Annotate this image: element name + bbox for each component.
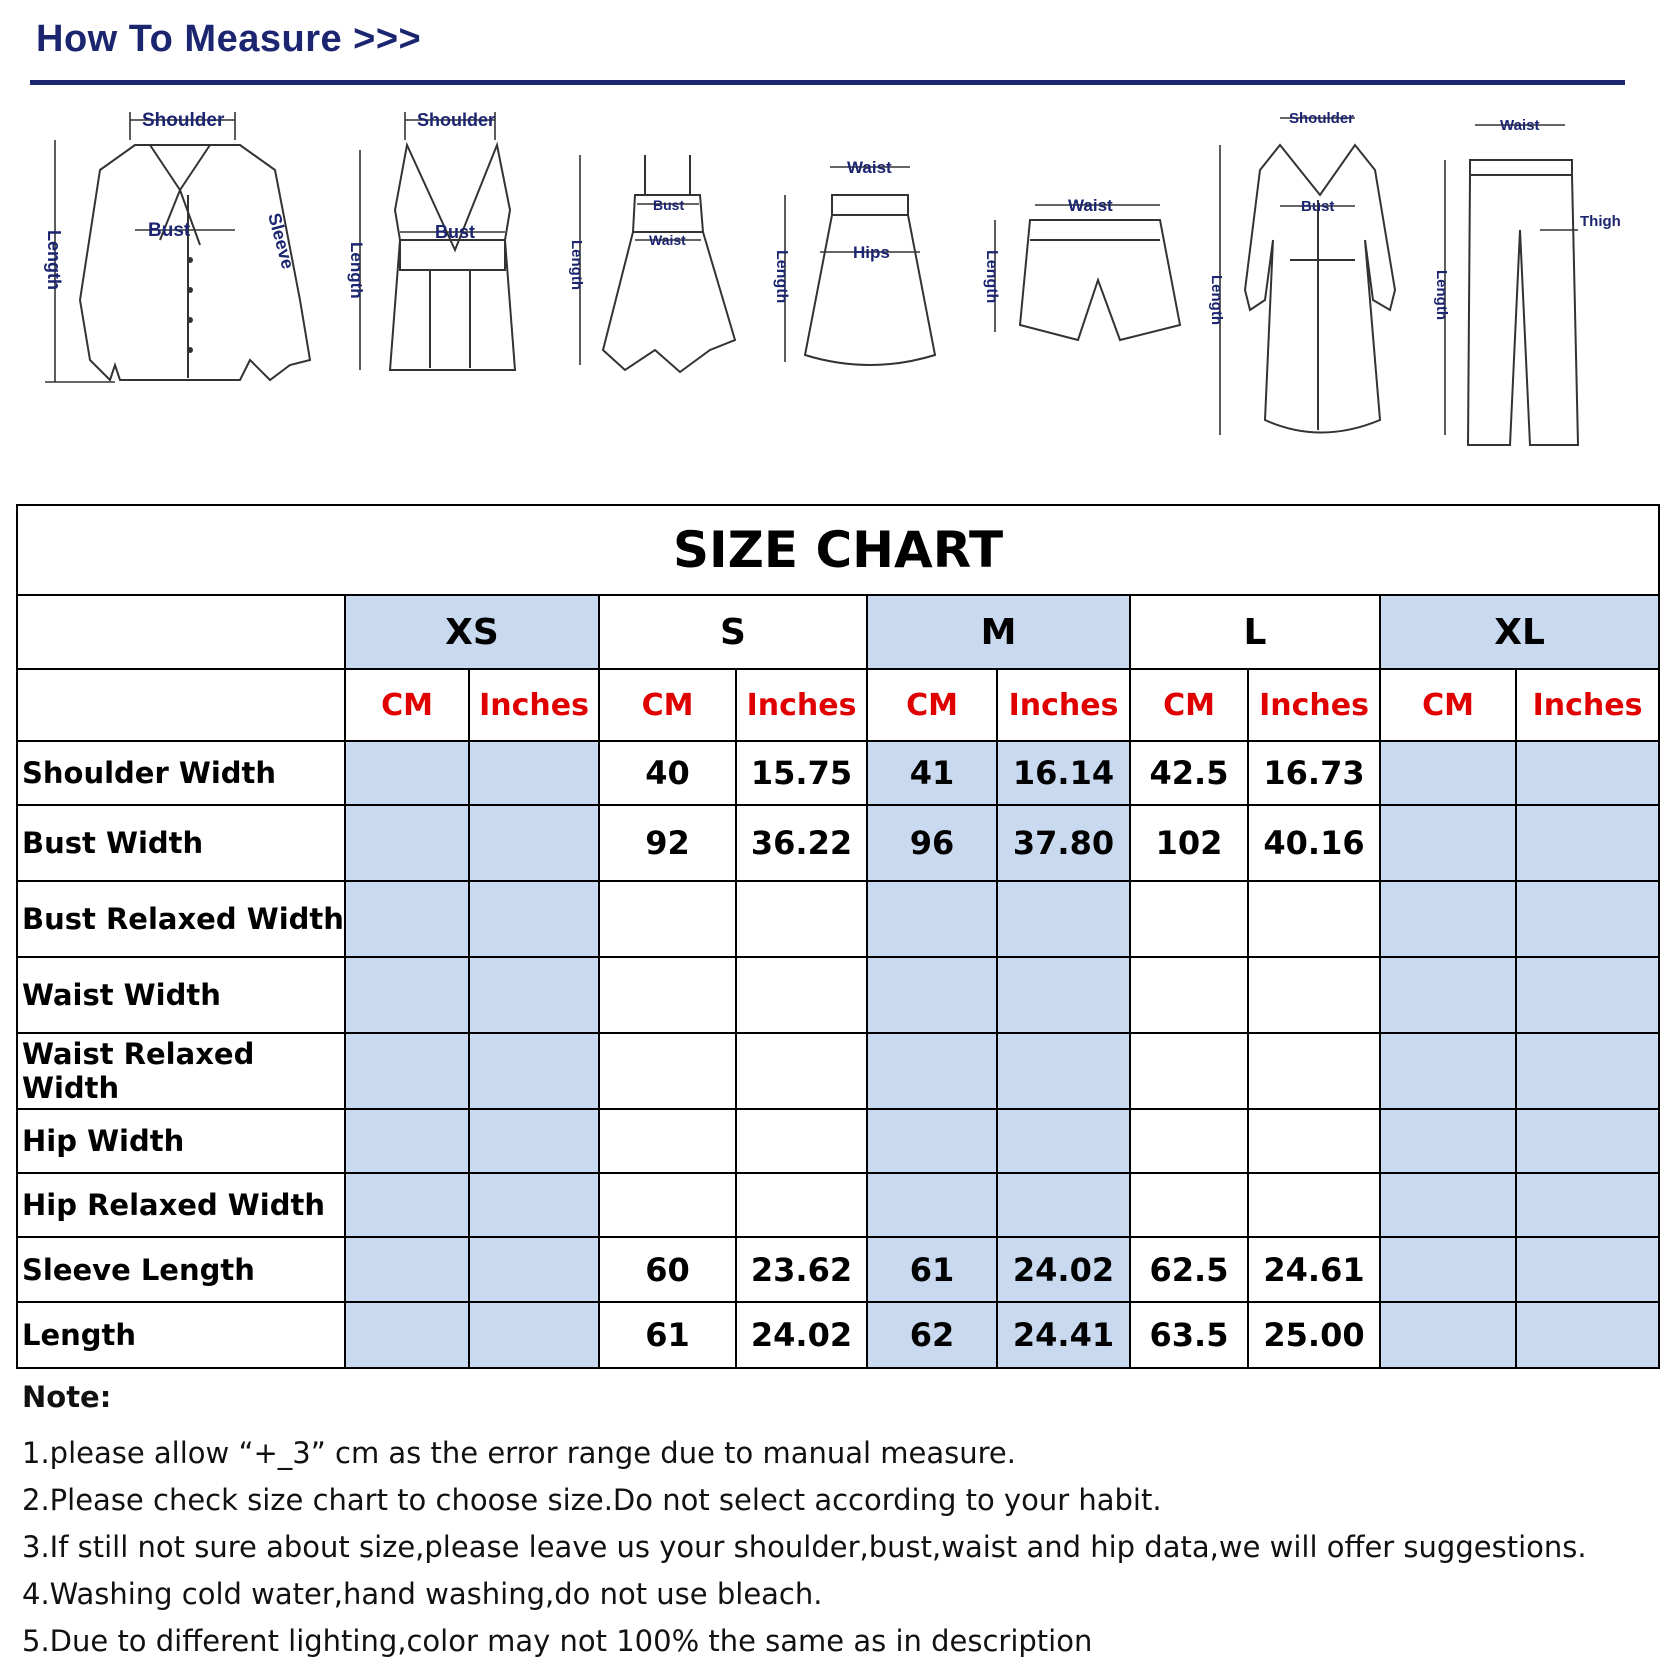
table-cell (1130, 1033, 1248, 1109)
row-label: Hip Relaxed Width (17, 1173, 345, 1237)
table-cell (1380, 881, 1516, 957)
table-cell: 24.41 (997, 1302, 1130, 1368)
table-cell (1380, 805, 1516, 881)
table-cell: 16.73 (1248, 741, 1380, 805)
strap-dress-figure (565, 100, 755, 410)
table-cell (345, 805, 469, 881)
fig3-bust-label: Bust (653, 197, 685, 213)
size-chart-title: SIZE CHART (17, 505, 1659, 595)
table-cell (599, 1033, 736, 1109)
fig2-shoulder-label: Shoulder (417, 110, 496, 130)
table-cell (345, 1033, 469, 1109)
size-xl: XL (1380, 595, 1659, 669)
table-cell (1380, 741, 1516, 805)
table-cell (1516, 805, 1659, 881)
coat-figure (1205, 100, 1425, 470)
skirt-figure (770, 100, 950, 410)
fig4-waist-label: Waist (847, 158, 892, 177)
row-label: Bust Width (17, 805, 345, 881)
fig3-waist-label: Waist (649, 232, 686, 248)
fig5-waist-label: Waist (1068, 196, 1113, 215)
table-cell (1380, 1173, 1516, 1237)
table-cell (1248, 1173, 1380, 1237)
table-cell (1248, 1033, 1380, 1109)
table-cell: 62 (867, 1302, 997, 1368)
table-row (17, 1033, 1659, 1109)
table-cell: 24.02 (997, 1237, 1130, 1302)
table-cell (1516, 1302, 1659, 1368)
table-cell (1516, 741, 1659, 805)
table-cell (867, 1033, 997, 1109)
table-cell: 15.75 (736, 741, 867, 805)
table-cell: 96 (867, 805, 997, 881)
table-cell (469, 741, 599, 805)
table-cell (469, 881, 599, 957)
fig4-length-label: Length (773, 250, 790, 304)
table-cell (469, 957, 599, 1033)
size-l: L (1130, 595, 1380, 669)
table-cell (345, 1109, 469, 1173)
table-row (17, 881, 1659, 957)
table-cell (469, 1237, 599, 1302)
note-line: 4.Washing cold water,hand washing,do not use bleach. (22, 1577, 823, 1611)
unit-inches: Inches (997, 669, 1130, 741)
unit-cm: CM (345, 669, 469, 741)
table-cell: 23.62 (736, 1237, 867, 1302)
table-cell: 60 (599, 1237, 736, 1302)
table-cell (997, 881, 1130, 957)
table-cell (599, 1109, 736, 1173)
table-cell (345, 741, 469, 805)
table-cell (1380, 957, 1516, 1033)
table-cell (469, 1173, 599, 1237)
title-divider (30, 80, 1625, 85)
table-cell (1380, 1033, 1516, 1109)
table-cell: 62.5 (1130, 1237, 1248, 1302)
row-label: Bust Relaxed Width (17, 881, 345, 957)
table-cell (1380, 1302, 1516, 1368)
table-cell (1516, 1109, 1659, 1173)
fig2-length-label: Length (347, 242, 366, 299)
table-cell (1380, 1109, 1516, 1173)
table-cell (345, 1173, 469, 1237)
unit-inches: Inches (1248, 669, 1380, 741)
table-cell: 92 (599, 805, 736, 881)
unit-cm: CM (867, 669, 997, 741)
size-m: M (867, 595, 1130, 669)
table-cell (1248, 957, 1380, 1033)
fig2-bust-label: Bust (435, 222, 475, 242)
table-cell: 40 (599, 741, 736, 805)
table-cell (345, 1237, 469, 1302)
note-line: 3.If still not sure about size,please leave us your shoulder,bust,waist and hip data,we will offer suggestions. (22, 1530, 1587, 1564)
table-cell (1516, 881, 1659, 957)
fig4-hips-label: Hips (853, 243, 890, 262)
v-neck-tank-figure (345, 100, 545, 410)
fig1-sleeve-label: Sleeve (264, 210, 299, 272)
fig7-thigh-label: Thigh (1580, 213, 1621, 230)
size-s: S (599, 595, 867, 669)
notes-title: Note: (22, 1380, 112, 1414)
table-cell: 24.61 (1248, 1237, 1380, 1302)
row-label: Hip Width (17, 1109, 345, 1173)
measure-figures (0, 100, 1670, 490)
table-cell (1130, 1173, 1248, 1237)
unit-cm: CM (1380, 669, 1516, 741)
table-cell: 63.5 (1130, 1302, 1248, 1368)
table-cell: 40.16 (1248, 805, 1380, 881)
note-line: 2.Please check size chart to choose size.Do not select according to your habit. (22, 1483, 1162, 1517)
table-cell (599, 1173, 736, 1237)
row-label: Waist Width (17, 957, 345, 1033)
fig6-bust-label: Bust (1301, 198, 1335, 215)
table-row (17, 957, 1659, 1033)
table-row (17, 741, 1659, 805)
table-cell (736, 957, 867, 1033)
unit-head-blank (17, 669, 345, 741)
table-cell: 42.5 (1130, 741, 1248, 805)
table-cell: 25.00 (1248, 1302, 1380, 1368)
fig7-length-label: Length (1433, 270, 1450, 320)
table-cell (599, 881, 736, 957)
size-head-blank (17, 595, 345, 669)
size-xs: XS (345, 595, 599, 669)
table-cell (599, 957, 736, 1033)
table-row (17, 805, 1659, 881)
table-cell: 41 (867, 741, 997, 805)
table-cell (345, 957, 469, 1033)
table-cell (345, 1302, 469, 1368)
table-cell (736, 1173, 867, 1237)
fig6-length-label: Length (1208, 275, 1225, 325)
unit-inches: Inches (736, 669, 867, 741)
size-chart-table (16, 504, 1660, 1369)
notes-section (22, 1380, 1662, 1665)
note-line: 5.Due to different lighting,color may not 100% the same as in description (22, 1624, 1093, 1658)
table-cell: 37.80 (997, 805, 1130, 881)
unit-inches: Inches (1516, 669, 1659, 741)
row-label: Length (17, 1302, 345, 1368)
table-cell (736, 881, 867, 957)
fig6-shoulder-label: Shoulder (1289, 110, 1355, 127)
table-row (17, 1109, 1659, 1173)
table-cell: 36.22 (736, 805, 867, 881)
table-cell (1130, 1109, 1248, 1173)
fig5-length-label: Length (983, 250, 1000, 304)
table-cell (1130, 881, 1248, 957)
long-sleeve-blouse-figure (40, 100, 330, 410)
table-cell (469, 805, 599, 881)
table-cell (1130, 957, 1248, 1033)
table-cell (997, 1109, 1130, 1173)
unit-cm: CM (1130, 669, 1248, 741)
fig1-length-label: Length (44, 230, 64, 290)
table-cell (867, 1109, 997, 1173)
unit-inches: Inches (469, 669, 599, 741)
pants-figure (1430, 100, 1630, 470)
table-cell (469, 1033, 599, 1109)
table-row (17, 1302, 1659, 1368)
fig1-shoulder-label: Shoulder (142, 110, 225, 131)
note-line: 1.please allow “+_3” cm as the error range due to manual measure. (22, 1436, 1016, 1470)
table-cell: 102 (1130, 805, 1248, 881)
table-row (17, 1173, 1659, 1237)
table-cell (1516, 957, 1659, 1033)
table-cell (997, 957, 1130, 1033)
row-label: Shoulder Width (17, 741, 345, 805)
table-cell (1248, 1109, 1380, 1173)
row-label: Waist Relaxed Width (17, 1033, 345, 1109)
size-chart-body (17, 741, 1659, 1368)
row-label: Sleeve Length (17, 1237, 345, 1302)
table-cell (345, 881, 469, 957)
fig7-waist-label: Waist (1500, 117, 1540, 134)
table-cell (1516, 1237, 1659, 1302)
fig3-length-label: Length (568, 240, 585, 290)
shorts-figure (980, 100, 1190, 410)
table-cell (867, 957, 997, 1033)
table-cell (1516, 1173, 1659, 1237)
table-cell: 16.14 (997, 741, 1130, 805)
how-to-measure-title: How To Measure >>> (36, 18, 422, 60)
table-cell: 61 (867, 1237, 997, 1302)
table-cell (736, 1109, 867, 1173)
table-cell (997, 1033, 1130, 1109)
table-cell (1516, 1033, 1659, 1109)
table-cell: 24.02 (736, 1302, 867, 1368)
table-row (17, 1237, 1659, 1302)
table-cell (469, 1109, 599, 1173)
table-cell (736, 1033, 867, 1109)
table-cell (1248, 881, 1380, 957)
table-cell (1380, 1237, 1516, 1302)
table-cell (469, 1302, 599, 1368)
table-cell (997, 1173, 1130, 1237)
table-cell (867, 881, 997, 957)
fig1-bust-label: Bust (148, 220, 191, 241)
table-cell: 61 (599, 1302, 736, 1368)
table-cell (867, 1173, 997, 1237)
unit-cm: CM (599, 669, 736, 741)
